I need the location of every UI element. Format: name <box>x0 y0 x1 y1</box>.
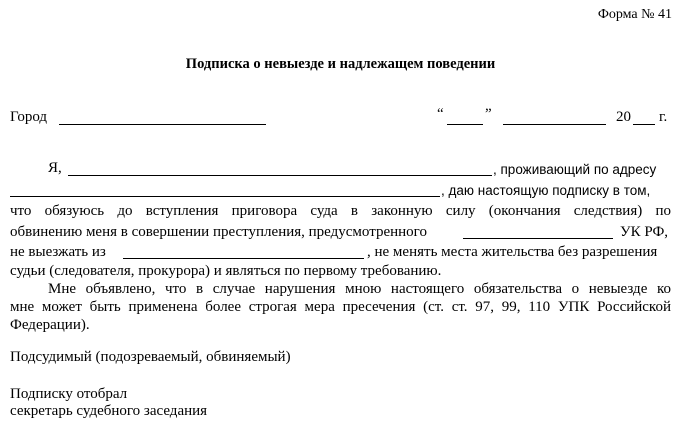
address-field[interactable] <box>10 196 440 197</box>
month-field[interactable] <box>503 124 606 125</box>
body-line-7: Мне объявлено, что в случае нарушения мною настоящего обязательства о невыезде ко <box>48 281 671 297</box>
body-line-3: что обязуюсь до вступления приговора суда в законную силу (окончания следствия) по <box>10 203 671 219</box>
body-line-6: судьи (следователя, прокурора) и являться по первому требованию. <box>10 263 442 279</box>
secretary-label: секретарь судебного заседания <box>10 403 208 419</box>
year-suffix: г. <box>659 109 668 125</box>
body-line-5-end: , не менять места жительства без разрешения <box>367 244 658 260</box>
city-field[interactable] <box>59 124 266 125</box>
year-field[interactable] <box>633 124 655 125</box>
city-label: Город <box>10 109 48 125</box>
full-name-field[interactable] <box>68 175 492 176</box>
taken-by-label: Подписку отобрал <box>10 386 128 402</box>
body-line-8: мне может быть применена более строгая мера пресечения (ст. ст. 97, 99, 110 УПК Российской <box>10 299 671 315</box>
body-line-4-start: обвинению меня в совершении преступления, предусмотренного <box>10 224 427 240</box>
article-field[interactable] <box>463 238 613 239</box>
locality-field[interactable] <box>123 258 364 259</box>
defendant-signature-label: Подсудимый (подозреваемый, обвиняемый) <box>10 349 291 365</box>
date-close-quote: ” <box>485 106 492 122</box>
year-prefix: 20 <box>616 109 631 125</box>
body-line-5-start: не выезжать из <box>10 244 106 260</box>
body-line-9: Федерации). <box>10 317 90 333</box>
date-open-quote: “ <box>437 106 444 122</box>
page-title: Подписка о невыезде и надлежащем поведении <box>185 56 496 72</box>
day-field[interactable] <box>447 124 483 125</box>
residing-label: , проживающий по адресу <box>493 162 657 177</box>
ya-label: Я, <box>48 160 62 176</box>
give-pledge-label: , даю настоящую подписку в том, <box>441 183 651 198</box>
form-number: Форма № 41 <box>597 7 672 22</box>
body-line-4-end: УК РФ, <box>620 224 669 240</box>
